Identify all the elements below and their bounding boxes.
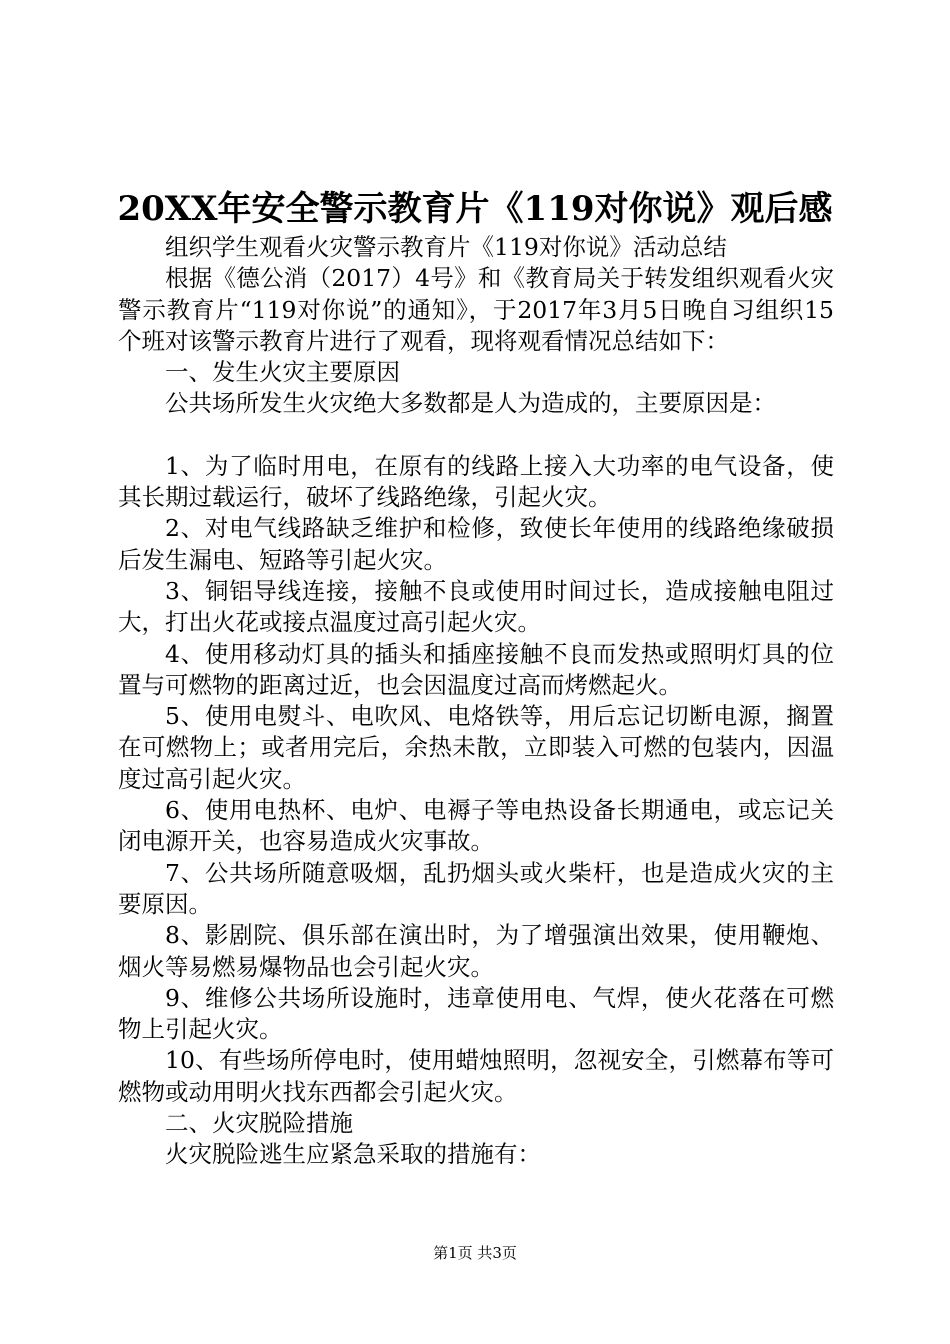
list-item-cause-6: 6、使用电热杯、电炉、电褥子等电热设备长期通电，或忘记关闭电源开关，也容易造成火灾事故。 bbox=[118, 796, 834, 856]
list-item-cause-1: 1、为了临时用电，在原有的线路上接入大功率的电气设备，使其长期过载运行，破坏了线路绝缘，引起火灾。 bbox=[118, 451, 834, 512]
paragraph-escape-lead: 火灾脱险逃生应紧急采取的措施有： bbox=[165, 1140, 541, 1169]
list-item-cause-4: 4、使用移动灯具的插头和插座接触不良而发热或照明灯具的位置与可燃物的距离过近，也会因温度过高而烤燃起火。 bbox=[118, 639, 834, 699]
list-item-cause-7: 7、公共场所随意吸烟，乱扔烟头或火柴杆，也是造成火灾的主要原因。 bbox=[118, 858, 834, 918]
document-body bbox=[118, 232, 834, 1171]
paragraph-intro: 根据《德公消（2017）4号》和《教育局关于转发组织观看火灾警示教育片“119对你说”的通知》，于2017年3月5日晚自习组织15个班对该警示教育片进行了观看，现将观看情况总结如下： bbox=[118, 264, 834, 355]
paragraph-causes-lead: 公共场所发生火灾绝大多数都是人为造成的，主要原因是： bbox=[165, 389, 776, 418]
list-item-cause-10: 10、有些场所停电时，使用蜡烛照明，忽视安全，引燃幕布等可燃物或动用明火找东西都会引起火灾。 bbox=[118, 1046, 834, 1106]
list-item-cause-5: 5、使用电熨斗、电吹风、电烙铁等，用后忘记切断电源，搁置在可燃物上；或者用完后，余热未散，立即装入可燃的包装内，因温度过高引起火灾。 bbox=[118, 702, 834, 793]
section-heading-escape: 二、火灾脱险措施 bbox=[165, 1109, 353, 1138]
paragraph-subtitle: 组织学生观看火灾警示教育片《119对你说》活动总结 bbox=[165, 233, 727, 261]
section-heading-causes: 一、发生火灾主要原因 bbox=[165, 358, 400, 387]
document-title: 20XX年安全警示教育片《119对你说》观后感 bbox=[117, 189, 833, 229]
list-item-cause-3: 3、铜铝导线连接，接触不良或使用时间过长，造成接触电阻过大，打出火花或接点温度过高引起火灾。 bbox=[118, 576, 834, 637]
page-footer: 第1页 共3页 bbox=[433, 1244, 517, 1262]
list-item-cause-2: 2、对电气线路缺乏维护和检修，致使长年使用的线路绝缘破损后发生漏电、短路等引起火灾。 bbox=[118, 514, 834, 574]
list-item-cause-8: 8、影剧院、俱乐部在演出时，为了增强演出效果，使用鞭炮、烟火等易燃易爆物品也会引起火灾。 bbox=[118, 921, 834, 981]
list-item-cause-9: 9、维修公共场所设施时，违章使用电、气焊，使火花落在可燃物上引起火灾。 bbox=[118, 983, 834, 1044]
